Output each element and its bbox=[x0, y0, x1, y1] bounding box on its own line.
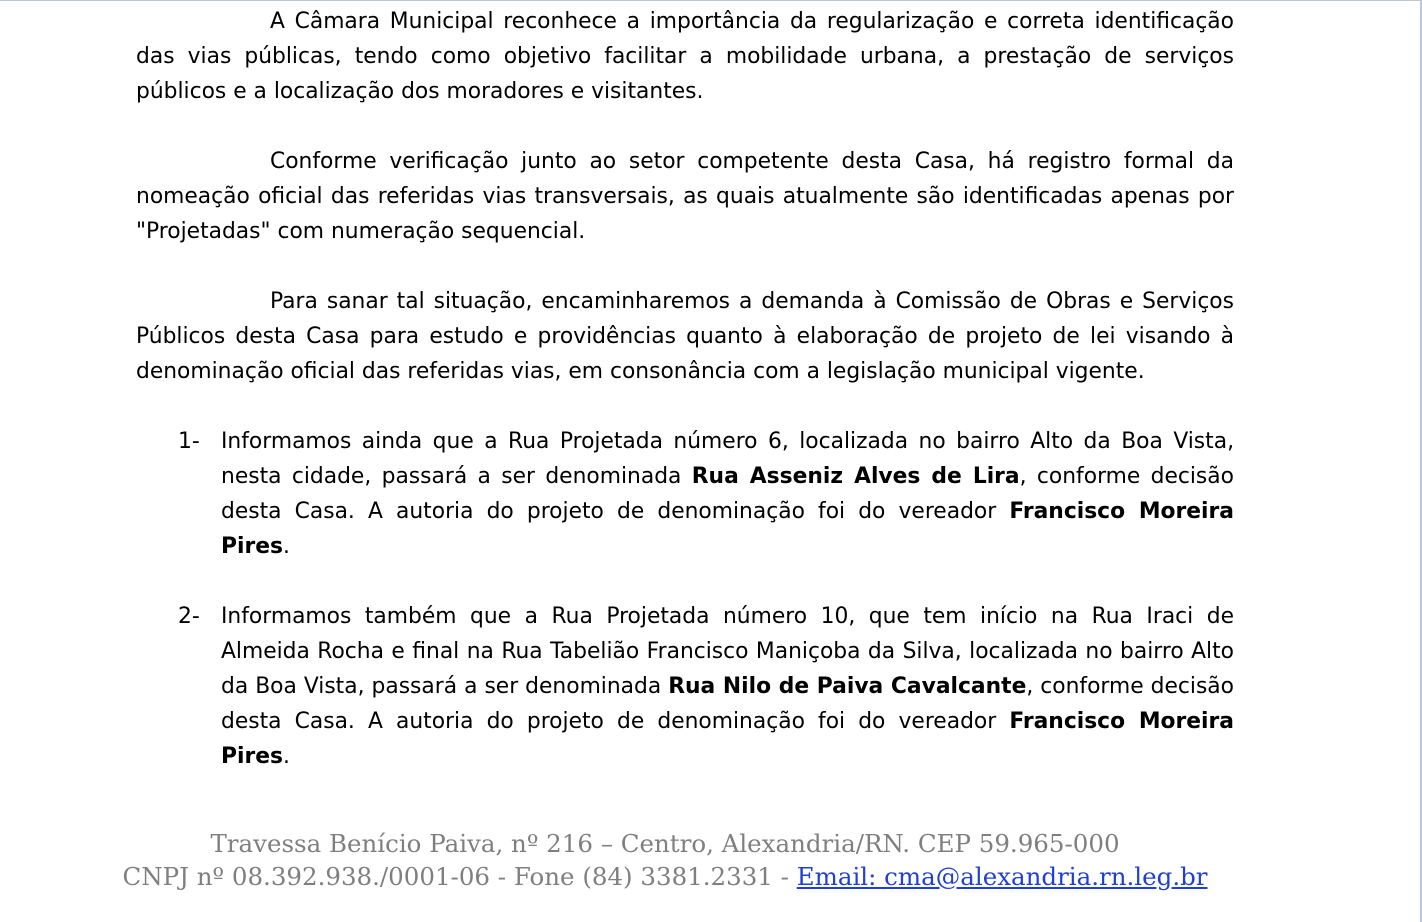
list-item-text: Informamos ainda que a Rua Projetada número 6, localizada no bairro Alto da Boa Vista, nesta cidade, passará a ser denominada bbox=[221, 429, 1234, 489]
author-name: Francisco Moreira Pires bbox=[221, 499, 1234, 559]
page-top-border bbox=[0, 0, 1422, 1]
paragraph-verification: Conforme verificação junto ao setor competente desta Casa, há registro formal da nomeação oficial das referidas vias transversais, as quais atualmente são identificadas apenas por "Projetadas" com numeração sequencial. bbox=[136, 149, 1234, 244]
naming-list bbox=[136, 424, 1234, 774]
list-item-text: , conforme decisão desta Casa. A autoria do projeto de denominação foi do vereador bbox=[221, 674, 1234, 734]
list-item-text: Informamos também que a Rua Projetada número 10, que tem início na Rua Iraci de Almeida Rocha e final na Rua Tabelião Francisco Maniçoba da Silva, localizada no bairro Alto da Boa Vista, passará a ser denominada bbox=[221, 604, 1234, 699]
street-name: Rua Nilo de Paiva Cavalcante bbox=[668, 674, 1027, 699]
page-footer bbox=[0, 827, 1330, 893]
street-name: Rua Asseniz Alves de Lira bbox=[691, 464, 1020, 489]
list-item-number: 1- bbox=[178, 429, 200, 454]
footer-contacts: CNPJ nº 08.392.938./0001-06 - Fone (84) 3381.2331 - bbox=[122, 862, 797, 891]
footer-address: Travessa Benício Paiva, nº 216 – Centro, Alexandria/RN. CEP 59.965-000 bbox=[210, 829, 1120, 858]
document-body bbox=[136, 4, 1234, 809]
email-link[interactable]: Email: cma@alexandria.rn.leg.br bbox=[796, 862, 1208, 891]
list-item bbox=[136, 599, 1234, 774]
footer-contacts-line bbox=[0, 860, 1330, 893]
paragraph-recognition: A Câmara Municipal reconhece a importância da regularização e correta identificação das vias públicas, tendo como objetivo facilitar a mobilidade urbana, a prestação de serviços públicos e a localização dos moradores e visitantes. bbox=[136, 9, 1234, 104]
list-item-number: 2- bbox=[178, 604, 200, 629]
paragraph-referral: Para sanar tal situação, encaminharemos a demanda à Comissão de Obras e Serviços Públicos desta Casa para estudo e providências quanto à elaboração de projeto de lei visando à denominação oficial das referidas vias, em consonância com a legislação municipal vigente. bbox=[136, 289, 1234, 384]
author-name: Francisco Moreira Pires bbox=[221, 709, 1234, 769]
list-item-text: , conforme decisão desta Casa. A autoria do projeto de denominação foi do vereador bbox=[221, 464, 1234, 524]
list-item bbox=[136, 424, 1234, 564]
list-item-text: . bbox=[282, 534, 290, 559]
list-item-text: . bbox=[282, 744, 290, 769]
